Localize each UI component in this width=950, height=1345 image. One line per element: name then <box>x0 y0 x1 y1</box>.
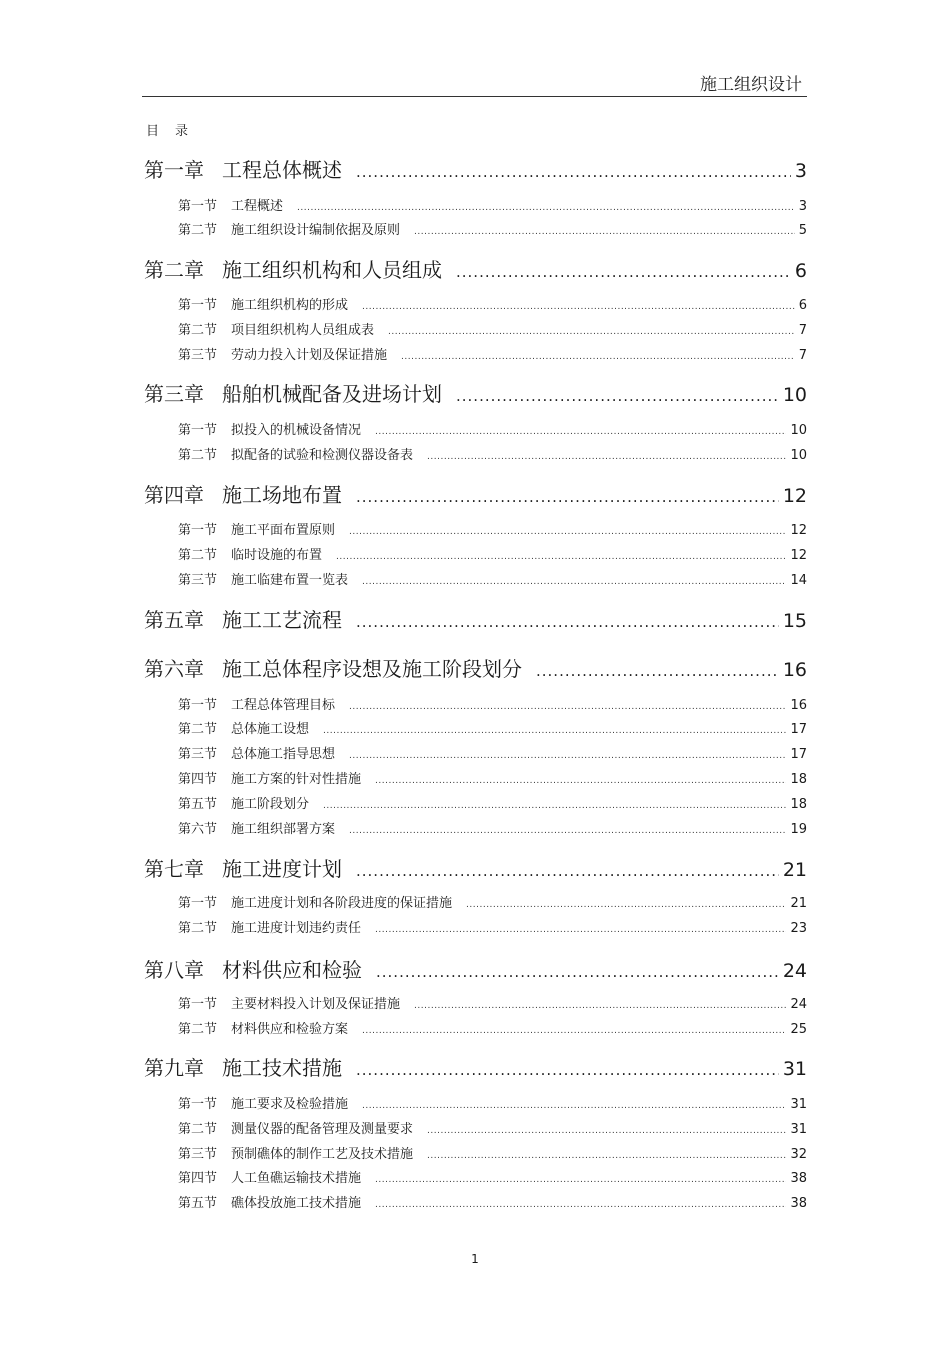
toc-entry-page: 25 <box>790 1022 807 1037</box>
toc-entry-page: 10 <box>782 384 807 406</box>
toc-entry-label: 第三节 <box>178 348 218 363</box>
toc-entry-page: 5 <box>798 223 807 238</box>
toc-entry-title: 施工平面布置原则 <box>231 523 336 538</box>
toc-dot-leader <box>356 1061 779 1079</box>
toc-entry-title: 拟投入的机械设备情况 <box>231 423 362 438</box>
toc-entry-page: 38 <box>790 1196 807 1211</box>
toc-entry-label: 第一节 <box>178 523 218 538</box>
toc-entry-page: 10 <box>790 423 807 438</box>
toc-entry-label: 第一节 <box>178 423 218 438</box>
toc-section-entry[interactable] <box>178 344 807 364</box>
toc-dot-leader <box>356 862 779 880</box>
toc-section-entry[interactable] <box>178 544 807 564</box>
toc-chapter-entry[interactable] <box>144 254 807 282</box>
toc-dot-leader <box>297 203 795 213</box>
toc-entry-page: 18 <box>790 772 807 787</box>
toc-entry-label: 第二节 <box>178 223 218 238</box>
toc-entry-title: 拟配备的试验和检测仪器设备表 <box>231 448 414 463</box>
toc-dot-leader <box>349 702 786 712</box>
toc-entry-page: 14 <box>790 573 807 588</box>
toc-dot-leader <box>349 826 786 836</box>
toc-section-entry[interactable] <box>178 1118 807 1138</box>
toc-dot-leader <box>427 1126 786 1136</box>
toc-dot-leader <box>376 963 779 981</box>
toc-section-entry[interactable] <box>178 718 807 738</box>
toc-heading-char-2: 录 <box>175 124 189 139</box>
header-title: 施工组织设计 <box>700 75 802 95</box>
toc-section-entry[interactable] <box>178 818 807 838</box>
toc-entry-title: 船舶机械配备及进场计划 <box>222 382 442 406</box>
toc-section-entry[interactable] <box>178 294 807 314</box>
toc-entry-title: 施工组织设计编制依据及原则 <box>231 223 401 238</box>
toc-chapter-entry[interactable] <box>144 378 807 406</box>
toc-entry-title: 施工进度计划违约责任 <box>231 921 362 936</box>
toc-dot-leader <box>414 227 795 237</box>
toc-dot-leader <box>536 662 779 680</box>
toc-dot-leader <box>356 613 779 631</box>
toc-chapter-entry[interactable] <box>144 154 807 182</box>
toc-entry-label: 第六章 <box>144 657 204 681</box>
toc-dot-leader <box>362 577 786 587</box>
toc-entry-label: 第一节 <box>178 298 218 313</box>
toc-entry-label: 第五节 <box>178 1196 218 1211</box>
toc-dot-leader <box>356 488 779 506</box>
toc-section-entry[interactable] <box>178 1167 807 1187</box>
toc-entry-page: 32 <box>790 1147 807 1162</box>
toc-entry-label: 第一节 <box>178 1097 218 1112</box>
toc-entry-page: 17 <box>790 722 807 737</box>
toc-section-entry[interactable] <box>178 743 807 763</box>
toc-dot-leader <box>401 352 795 362</box>
toc-entry-title: 劳动力投入计划及保证措施 <box>231 348 388 363</box>
toc-entry-page: 16 <box>790 698 807 713</box>
toc-entry-title: 施工总体程序设想及施工阶段划分 <box>222 657 522 681</box>
toc-entry-label: 第二节 <box>178 1122 218 1137</box>
toc-section-entry[interactable] <box>178 892 807 912</box>
toc-dot-leader <box>375 427 786 437</box>
toc-entry-title: 施工组织机构的形成 <box>231 298 349 313</box>
toc-entry-title: 施工进度计划和各阶段进度的保证措施 <box>231 896 453 911</box>
toc-entry-page: 6 <box>798 298 807 313</box>
toc-entry-label: 第一章 <box>144 158 204 182</box>
toc-dot-leader <box>427 1151 786 1161</box>
toc-entry-title: 施工组织部署方案 <box>231 822 336 837</box>
toc-entry-page: 31 <box>782 1058 807 1080</box>
toc-dot-leader <box>356 163 791 181</box>
toc-section-entry[interactable] <box>178 444 807 464</box>
toc-entry-title: 工程总体管理目标 <box>231 698 336 713</box>
toc-entry-label: 第八章 <box>144 958 204 982</box>
toc-entry-page: 17 <box>790 747 807 762</box>
toc-entry-page: 18 <box>790 797 807 812</box>
toc-dot-leader <box>427 452 786 462</box>
toc-entry-page: 3 <box>794 160 807 182</box>
toc-entry-label: 第五章 <box>144 608 204 632</box>
toc-section-entry[interactable] <box>178 1018 807 1038</box>
toc-entry-label: 第三节 <box>178 573 218 588</box>
toc-entry-page: 19 <box>790 822 807 837</box>
toc-entry-page: 12 <box>790 548 807 563</box>
toc-section-entry[interactable] <box>178 1192 807 1212</box>
toc-heading-char-1: 目 <box>146 124 160 139</box>
toc-section-entry[interactable] <box>178 768 807 788</box>
toc-entry-label: 第一节 <box>178 896 218 911</box>
toc-entry-title: 测量仪器的配备管理及测量要求 <box>231 1122 414 1137</box>
toc-entry-label: 第四节 <box>178 1171 218 1186</box>
toc-section-entry[interactable] <box>178 419 807 439</box>
toc-entry-title: 材料供应和检验方案 <box>231 1022 349 1037</box>
toc-dot-leader <box>323 726 786 736</box>
toc-entry-page: 12 <box>790 523 807 538</box>
toc-entry-title: 总体施工指导思想 <box>231 747 336 762</box>
toc-dot-leader <box>362 1026 786 1036</box>
toc-entry-title: 礁体投放施工技术措施 <box>231 1196 362 1211</box>
toc-entry-title: 预制礁体的制作工艺及技术措施 <box>231 1147 414 1162</box>
toc-entry-page: 38 <box>790 1171 807 1186</box>
toc-entry-page: 31 <box>790 1097 807 1112</box>
toc-entry-label: 第二节 <box>178 722 218 737</box>
toc-entry-label: 第二节 <box>178 323 218 338</box>
toc-entry-page: 7 <box>798 348 807 363</box>
toc-section-entry[interactable] <box>178 993 807 1013</box>
toc-entry-label: 第二节 <box>178 921 218 936</box>
toc-entry-label: 第二节 <box>178 448 218 463</box>
toc-section-entry[interactable] <box>178 694 807 714</box>
toc-entry-label: 第三节 <box>178 747 218 762</box>
toc-chapter-entry[interactable] <box>144 479 807 507</box>
toc-entry-label: 第一节 <box>178 698 218 713</box>
toc-entry-page: 21 <box>782 859 807 881</box>
toc-dot-leader <box>375 776 786 786</box>
toc-entry-page: 7 <box>798 323 807 338</box>
toc-entry-title: 施工临建布置一览表 <box>231 573 349 588</box>
toc-chapter-entry[interactable] <box>144 954 807 982</box>
toc-dot-leader <box>456 387 779 405</box>
toc-section-entry[interactable] <box>178 1143 807 1163</box>
toc-entry-label: 第四章 <box>144 483 204 507</box>
toc-entry-label: 第七章 <box>144 857 204 881</box>
toc-entry-page: 3 <box>798 199 807 214</box>
toc-dot-leader <box>375 925 786 935</box>
toc-entry-label: 第二节 <box>178 548 218 563</box>
toc-entry-page: 21 <box>790 896 807 911</box>
toc-entry-label: 第六节 <box>178 822 218 837</box>
toc-entry-title: 临时设施的布置 <box>231 548 323 563</box>
toc-dot-leader <box>375 1200 786 1210</box>
toc-section-entry[interactable] <box>178 1093 807 1113</box>
toc-dot-leader <box>336 552 786 562</box>
toc-chapter-entry[interactable] <box>144 1052 807 1080</box>
toc-dot-leader <box>466 900 786 910</box>
toc-dot-leader <box>323 801 786 811</box>
toc-entry-label: 第一节 <box>178 997 218 1012</box>
toc-chapter-entry[interactable] <box>144 604 807 632</box>
toc-entry-title: 施工要求及检验措施 <box>231 1097 349 1112</box>
toc-entry-title: 工程概述 <box>231 199 284 214</box>
toc-entry-page: 12 <box>782 485 807 507</box>
toc-entry-page: 23 <box>790 921 807 936</box>
toc-section-entry[interactable] <box>178 569 807 589</box>
toc-dot-leader <box>362 302 795 312</box>
toc-entry-title: 施工组织机构和人员组成 <box>222 258 442 282</box>
toc-dot-leader <box>349 527 786 537</box>
toc-entry-title: 项目组织机构人员组成表 <box>231 323 375 338</box>
toc-entry-label: 第三章 <box>144 382 204 406</box>
toc-entry-label: 第一节 <box>178 199 218 214</box>
toc-section-entry[interactable] <box>178 195 807 215</box>
toc-section-entry[interactable] <box>178 219 807 239</box>
toc-section-entry[interactable] <box>178 319 807 339</box>
toc-entry-title: 施工进度计划 <box>222 857 342 881</box>
toc-chapter-entry[interactable] <box>144 853 807 881</box>
toc-entry-label: 第二章 <box>144 258 204 282</box>
toc-entry-title: 人工鱼礁运输技术措施 <box>231 1171 362 1186</box>
page-number: 1 <box>471 1252 479 1266</box>
toc-entry-label: 第九章 <box>144 1056 204 1080</box>
toc-dot-leader <box>388 327 795 337</box>
toc-entry-title: 总体施工设想 <box>231 722 310 737</box>
toc-entry-label: 第五节 <box>178 797 218 812</box>
toc-entry-label: 第四节 <box>178 772 218 787</box>
toc-dot-leader <box>362 1101 786 1111</box>
toc-entry-title: 施工工艺流程 <box>222 608 342 632</box>
toc-entry-label: 第二节 <box>178 1022 218 1037</box>
toc-dot-leader <box>375 1175 786 1185</box>
toc-entry-page: 15 <box>782 610 807 632</box>
toc-entry-title: 施工技术措施 <box>222 1056 342 1080</box>
toc-entry-page: 24 <box>782 960 807 982</box>
toc-entry-title: 工程总体概述 <box>222 158 342 182</box>
toc-entry-label: 第三节 <box>178 1147 218 1162</box>
toc-entry-title: 施工场地布置 <box>222 483 342 507</box>
toc-entry-page: 6 <box>794 260 807 282</box>
toc-section-entry[interactable] <box>178 917 807 937</box>
toc-section-entry[interactable] <box>178 519 807 539</box>
toc-entry-title: 施工阶段划分 <box>231 797 310 812</box>
toc-dot-leader <box>349 751 786 761</box>
toc-section-entry[interactable] <box>178 793 807 813</box>
toc-entry-page: 24 <box>790 997 807 1012</box>
toc-dot-leader <box>414 1001 786 1011</box>
toc-entry-title: 材料供应和检验 <box>222 958 362 982</box>
toc-dot-leader <box>456 263 791 281</box>
toc-entry-title: 施工方案的针对性措施 <box>231 772 362 787</box>
toc-chapter-entry[interactable] <box>144 653 807 681</box>
toc-entry-page: 10 <box>790 448 807 463</box>
toc-entry-page: 16 <box>782 659 807 681</box>
toc-entry-title: 主要材料投入计划及保证措施 <box>231 997 401 1012</box>
toc-entry-page: 31 <box>790 1122 807 1137</box>
